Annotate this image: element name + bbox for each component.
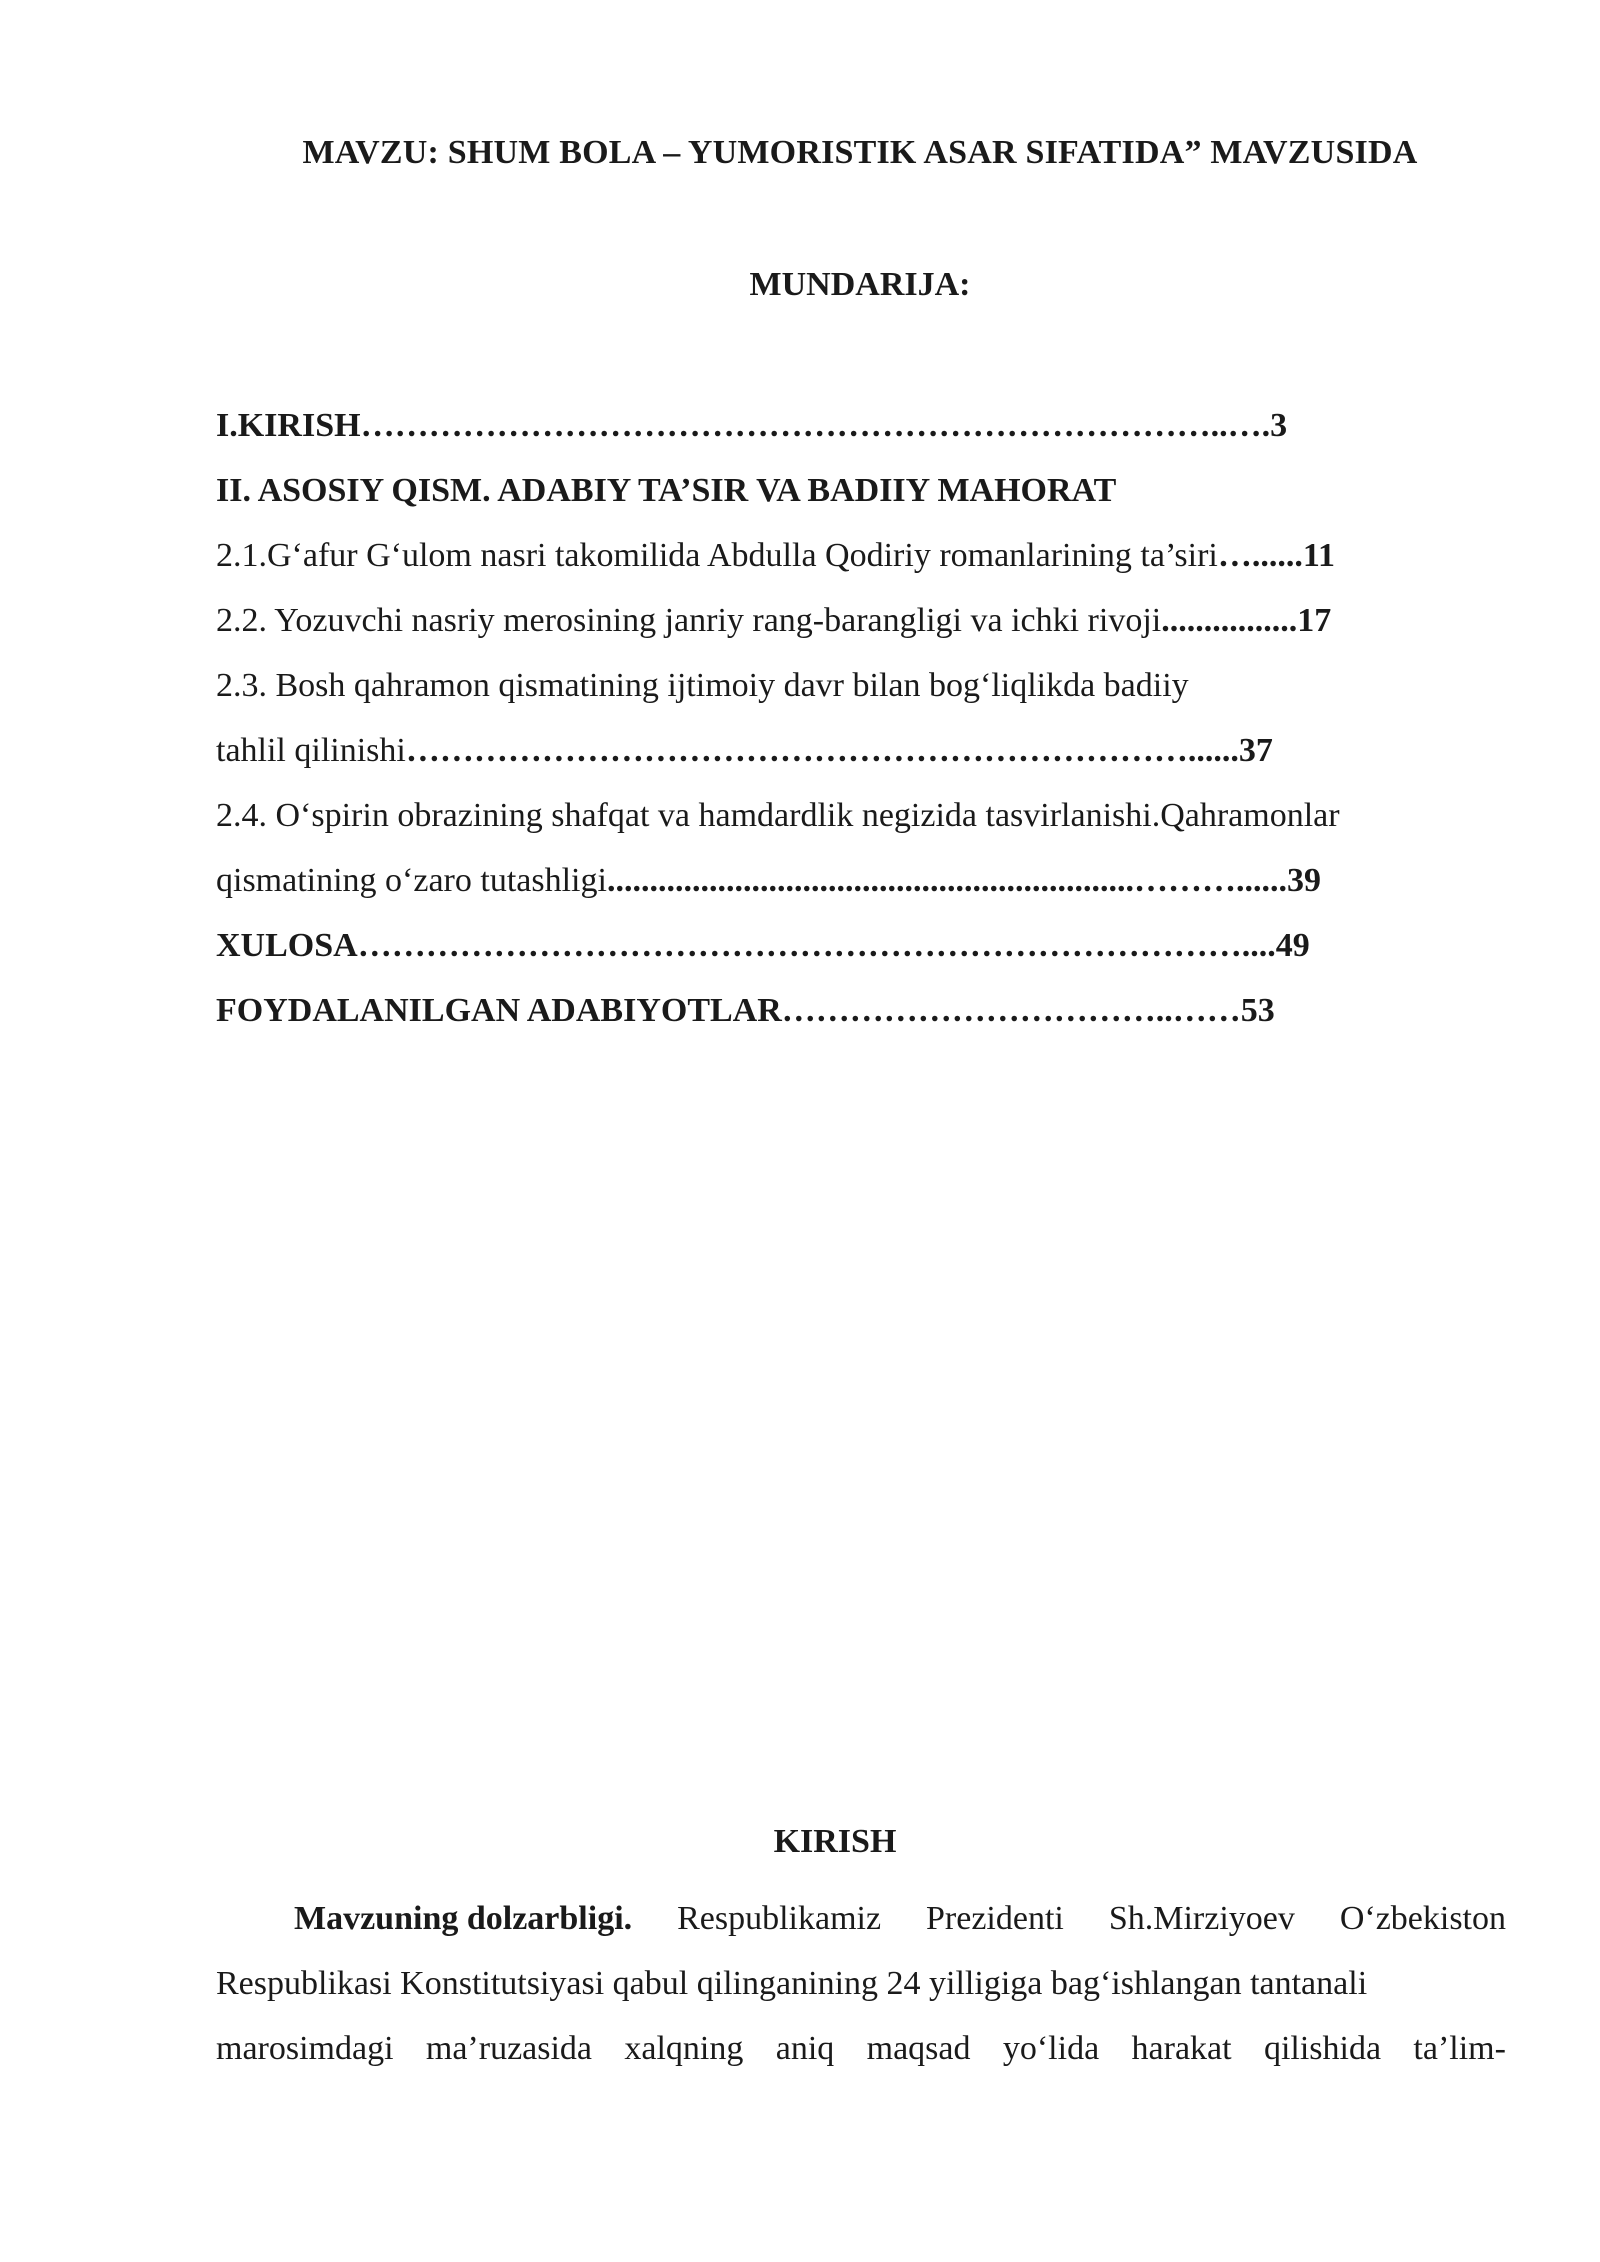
toc-entry-page: 11: [1302, 537, 1335, 574]
toc-entry[interactable]: [216, 523, 1486, 588]
section-heading-kirish: KIRISH: [773, 1823, 897, 1860]
toc-entry[interactable]: [216, 718, 1486, 783]
toc-entry-label: I.KIRISH: [216, 407, 361, 444]
paragraph-word: Sh.Mirziyoev: [1108, 1900, 1295, 1937]
toc-entry-label: qismatining o‘zaro tutashligi: [216, 862, 607, 899]
paragraph-word: maqsad: [866, 2030, 971, 2067]
toc-entry-leader: ……………………………………………………………......: [405, 732, 1239, 769]
toc-entry-page: 17: [1297, 602, 1332, 639]
toc-entry-label: FOYDALANILGAN ADABIYOTLAR: [216, 992, 782, 1029]
document-title: MAVZU: SHUM BOLA – YUMORISTIK ASAR SIFATIDA” MAVZUSIDA: [302, 134, 1418, 171]
paragraph-word: Prezidenti: [926, 1900, 1064, 1937]
toc-entry-page: 39: [1286, 862, 1321, 899]
toc-entry-leader: …………………………………………………………………..….: [360, 407, 1271, 444]
paragraph-word: yo‘lida: [1002, 2030, 1100, 2067]
toc-entry[interactable]: [216, 393, 1486, 458]
paragraph-word: harakat: [1131, 2030, 1232, 2067]
toc-entry-label: II. ASOSIY QISM. ADABIY TA’SIR VA BADIIY MAHORAT: [216, 472, 1117, 509]
contents-heading: MUNDARIJA:: [749, 266, 971, 303]
toc-entry-leader: ……………………………..……: [781, 992, 1241, 1029]
toc-entry-leader: ................: [1161, 602, 1298, 639]
toc-entry-page: 37: [1238, 732, 1273, 769]
paragraph-word: ma’ruzasida: [425, 2030, 593, 2067]
toc-entry-page: 53: [1240, 992, 1275, 1029]
table-of-contents: [216, 393, 1486, 1043]
toc-entry[interactable]: [216, 653, 1486, 718]
paragraph-word: xalqning: [624, 2030, 744, 2067]
paragraph-line: [216, 1951, 1506, 2016]
toc-entry-label: XULOSA: [216, 927, 358, 964]
toc-entry-label: 2.3. Bosh qahramon qismatining ijtimoiy davr bilan bog‘liqlikda badiiy: [216, 667, 1189, 704]
toc-entry-label: 2.4. O‘spirin obrazining shafqat va hamdardlik negizida tasvirlanishi.Qahramonlar: [216, 797, 1340, 834]
toc-entry-page: 49: [1275, 927, 1310, 964]
paragraph-lead: Mavzuning dolzarbligi.: [294, 1900, 633, 1937]
toc-entry-label: 2.2. Yozuvchi nasriy merosining janriy rang-barangligi va ichki rivoji: [216, 602, 1162, 639]
intro-paragraph: [216, 1886, 1506, 2081]
paragraph-word: marosimdagi: [216, 2030, 394, 2067]
paragraph-word: Respublikamiz: [677, 1900, 882, 1937]
paragraph-word: O‘zbekiston: [1339, 1900, 1506, 1937]
paragraph-word: qilishida: [1263, 2030, 1382, 2067]
paragraph-line: [216, 2016, 1506, 2081]
toc-entry-label: tahlil qilinishi: [216, 732, 406, 769]
toc-entry-leader: ..............................................................………......: [606, 862, 1287, 899]
toc-entry[interactable]: [216, 913, 1486, 978]
toc-entry[interactable]: [216, 458, 1486, 523]
toc-entry-leader: …......: [1217, 537, 1303, 574]
toc-entry-label: 2.1.G‘afur G‘ulom nasri takomilida Abdulla Qodiriy romanlarining ta’siri: [216, 537, 1218, 574]
toc-entry-leader: ……………………………………………………………………....: [357, 927, 1276, 964]
paragraph-text: Respublikasi Konstitutsiyasi qabul qilinganining 24 yilligiga bag‘ishlangan tantanali: [216, 1965, 1368, 2002]
toc-entry[interactable]: [216, 978, 1486, 1043]
toc-entry[interactable]: [216, 848, 1486, 913]
toc-entry-page: 3: [1270, 407, 1288, 444]
paragraph-word: aniq: [775, 2030, 835, 2067]
paragraph-line: [216, 1886, 1506, 1951]
toc-entry[interactable]: [216, 783, 1486, 848]
toc-entry[interactable]: [216, 588, 1486, 653]
paragraph-word: ta’lim-: [1413, 2030, 1506, 2067]
